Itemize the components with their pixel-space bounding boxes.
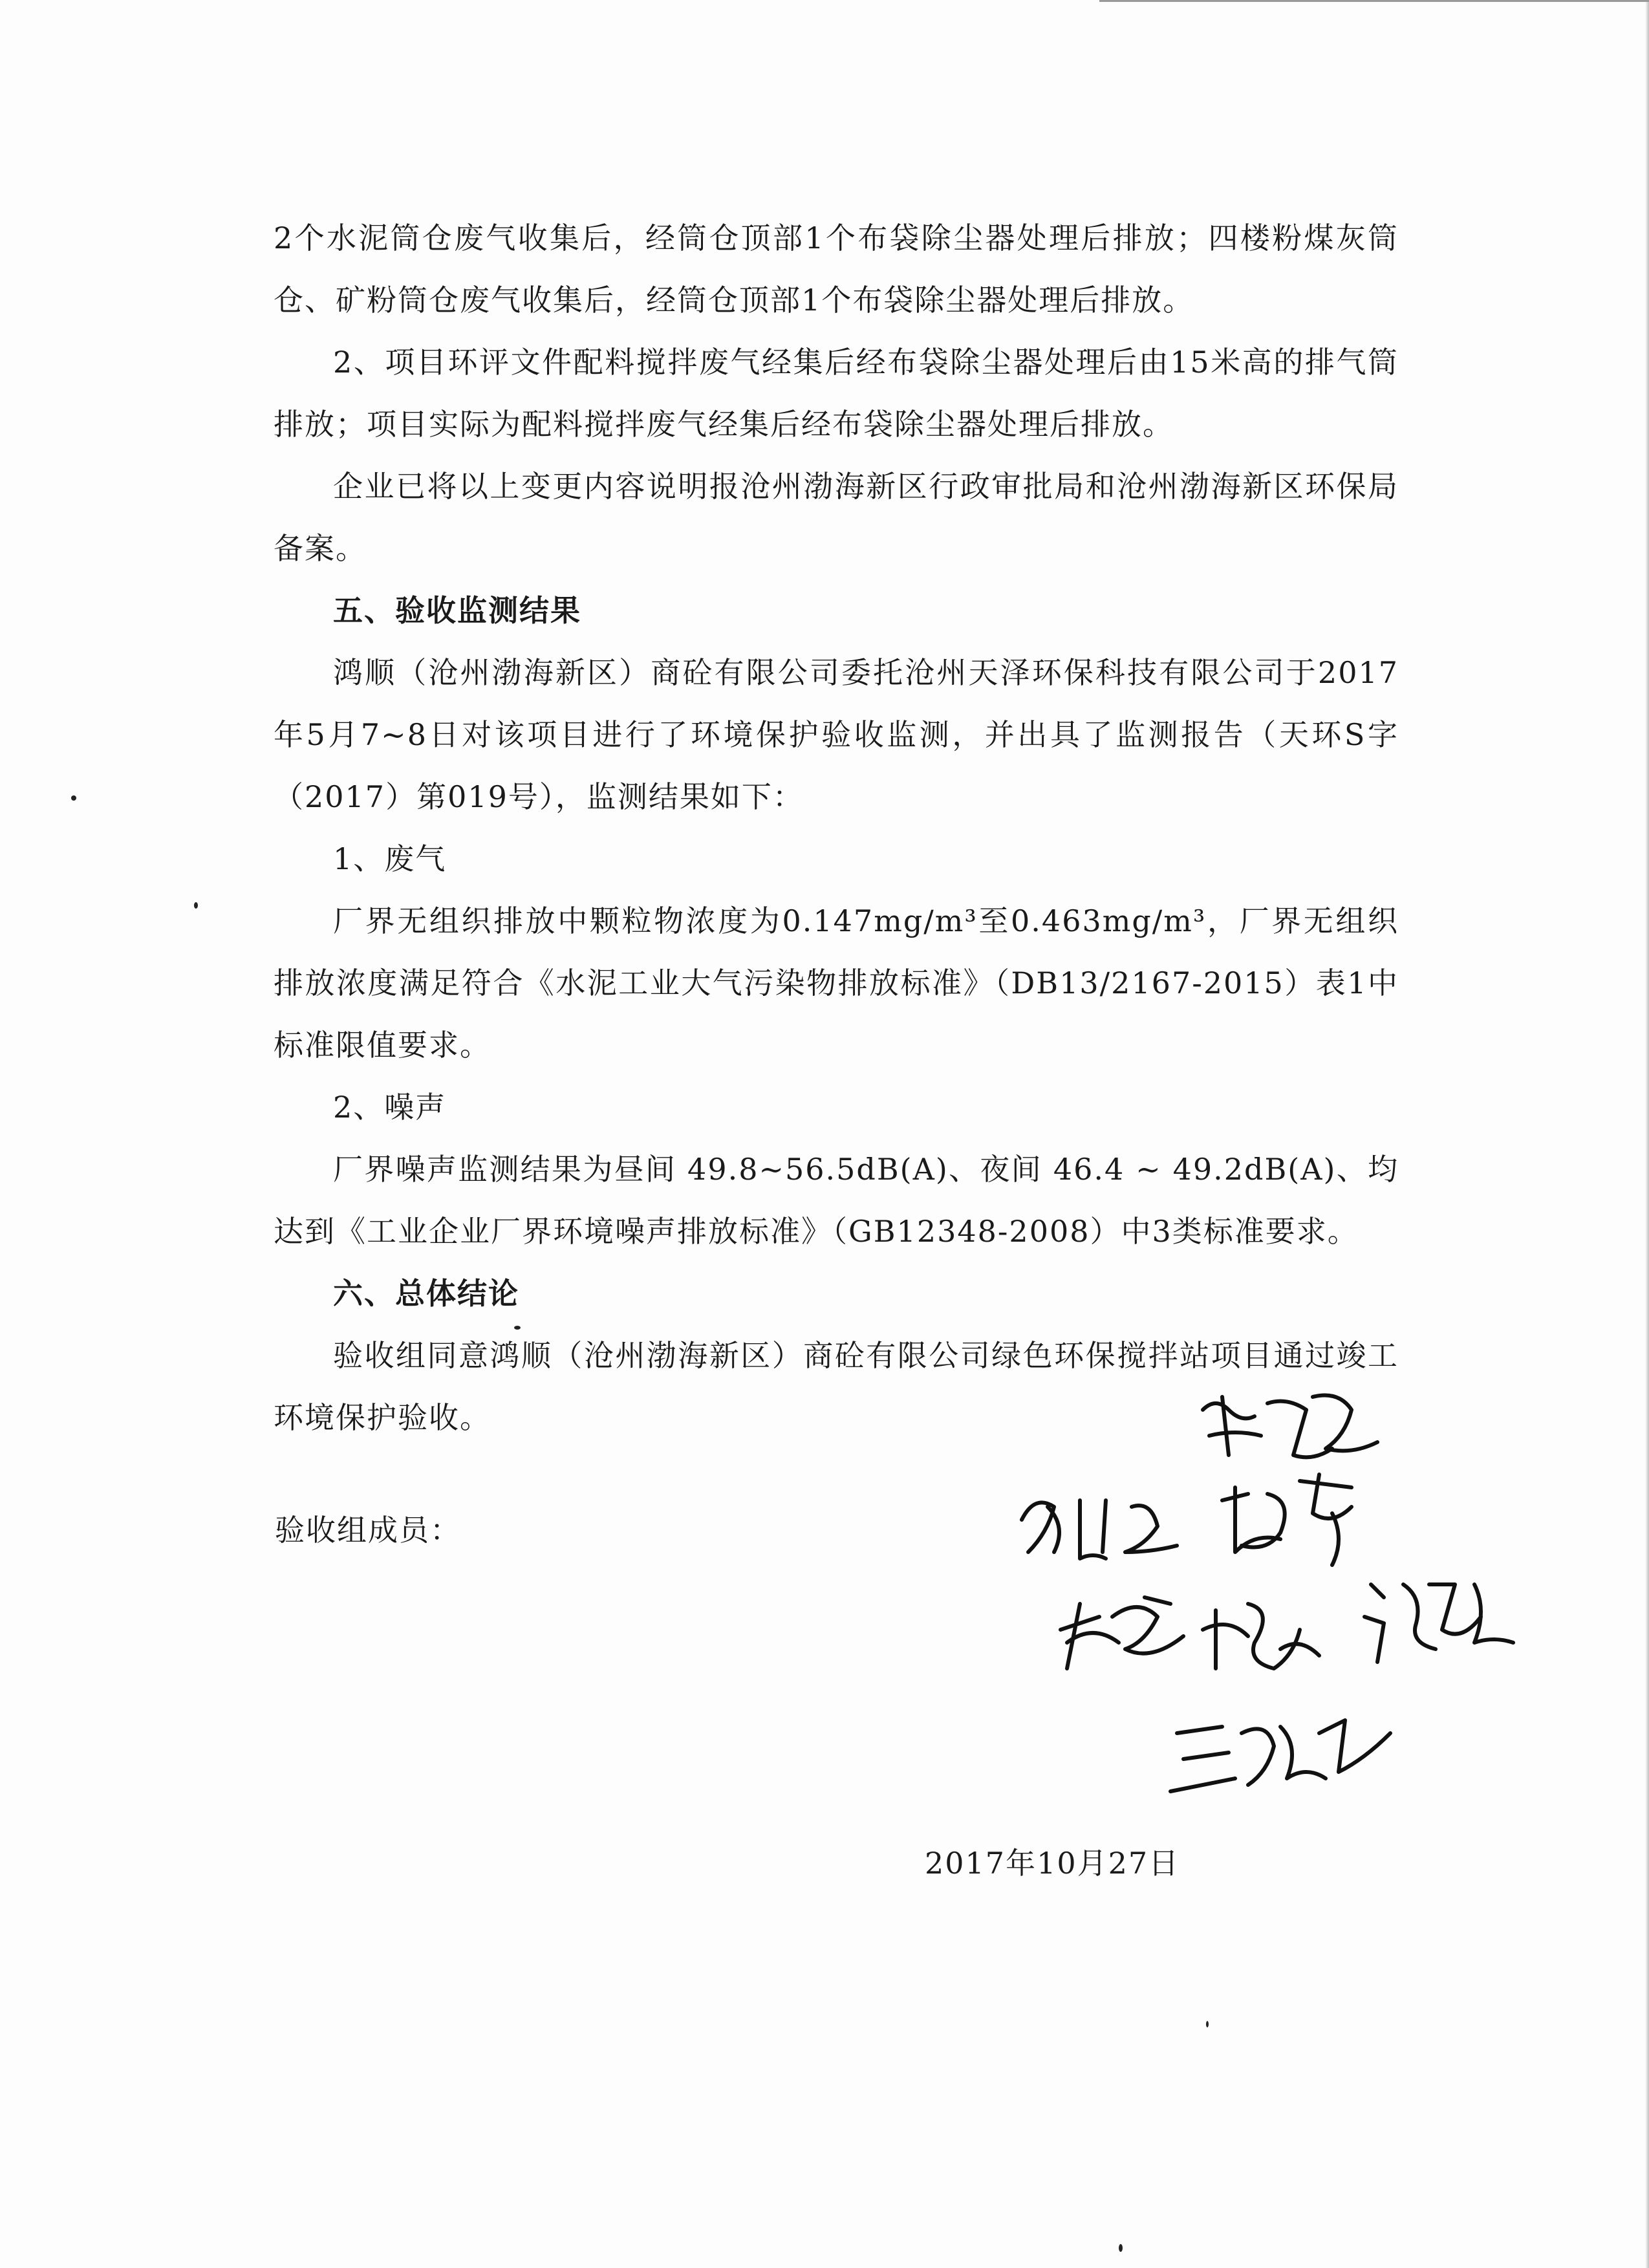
paragraph-monitoring-intro: 鸿顺（沧州渤海新区）商砼有限公司委托沧州天泽环保科技有限公司于2017年5月7~8日对该项目进行了环境保护验收监测，并出具了监测报告（天环S字（2017）第019号），监测结果如下： [274,655,1399,814]
signature-3 [1222,1474,1352,1565]
signature-7 [1170,1720,1390,1791]
signature-6 [1364,1584,1513,1662]
document-date: 2017年10月27日 [925,1846,1180,1881]
scan-speck [194,902,198,909]
signature-4 [1061,1597,1183,1669]
subheading-noise: 2、噪声 [333,1090,447,1125]
paragraph-conclusion: 验收组同意鸿顺（沧州渤海新区）商砼有限公司绿色环保搅拌站项目通过竣工环境保护验收。 [274,1338,1399,1435]
scan-edge-shadow [1645,0,1649,2268]
section-heading-5: 五、验收监测结果 [333,593,581,628]
scan-edge-line [1099,0,1649,2]
signature-2 [1022,1500,1177,1559]
signature-1 [1203,1396,1377,1458]
scan-speck [71,795,76,801]
scan-speck [1206,2021,1209,2027]
paragraph-exhaust-gas: 厂界无组织排放中颗粒物浓度为0.147mg/m³至0.463mg/m³，厂界无组织排放浓度满足符合《水泥工业大气污染物排放标准》（DB13/2167-2015）表1中标准限值要求。 [274,903,1399,1063]
section-heading-6: 六、总体结论 [333,1276,519,1311]
paragraph-2: 2、项目环评文件配料搅拌废气经集后经布袋除尘器处理后由15米高的排气筒排放；项目实际为配料搅拌废气经集后经布袋除尘器处理后排放。 [274,345,1399,442]
subheading-exhaust-gas: 1、废气 [333,841,447,876]
paragraph-noise: 厂界噪声监测结果为昼间 49.8~56.5dB(A)、夜间 46.4 ~ 49.2dB(A)、均达到《工业企业厂界环境噪声排放标准》（GB12348-2008）中3类标准要求。 [274,1152,1399,1249]
scan-speck [1119,2244,1123,2252]
scan-speck [514,1326,521,1330]
handwritten-signatures [1009,1371,1591,1850]
signature-5 [1203,1604,1319,1669]
document-body [274,207,1399,1449]
members-label: 验收组成员： [275,1513,461,1548]
paragraph-3: 企业已将以上变更内容说明报沧州渤海新区行政审批局和沧州渤海新区环保局备案。 [274,469,1399,566]
paragraph-1: 2个水泥筒仓废气收集后，经筒仓顶部1个布袋除尘器处理后排放；四楼粉煤灰筒仓、矿粉筒仓废气收集后，经筒仓顶部1个布袋除尘器处理后排放。 [274,221,1399,318]
